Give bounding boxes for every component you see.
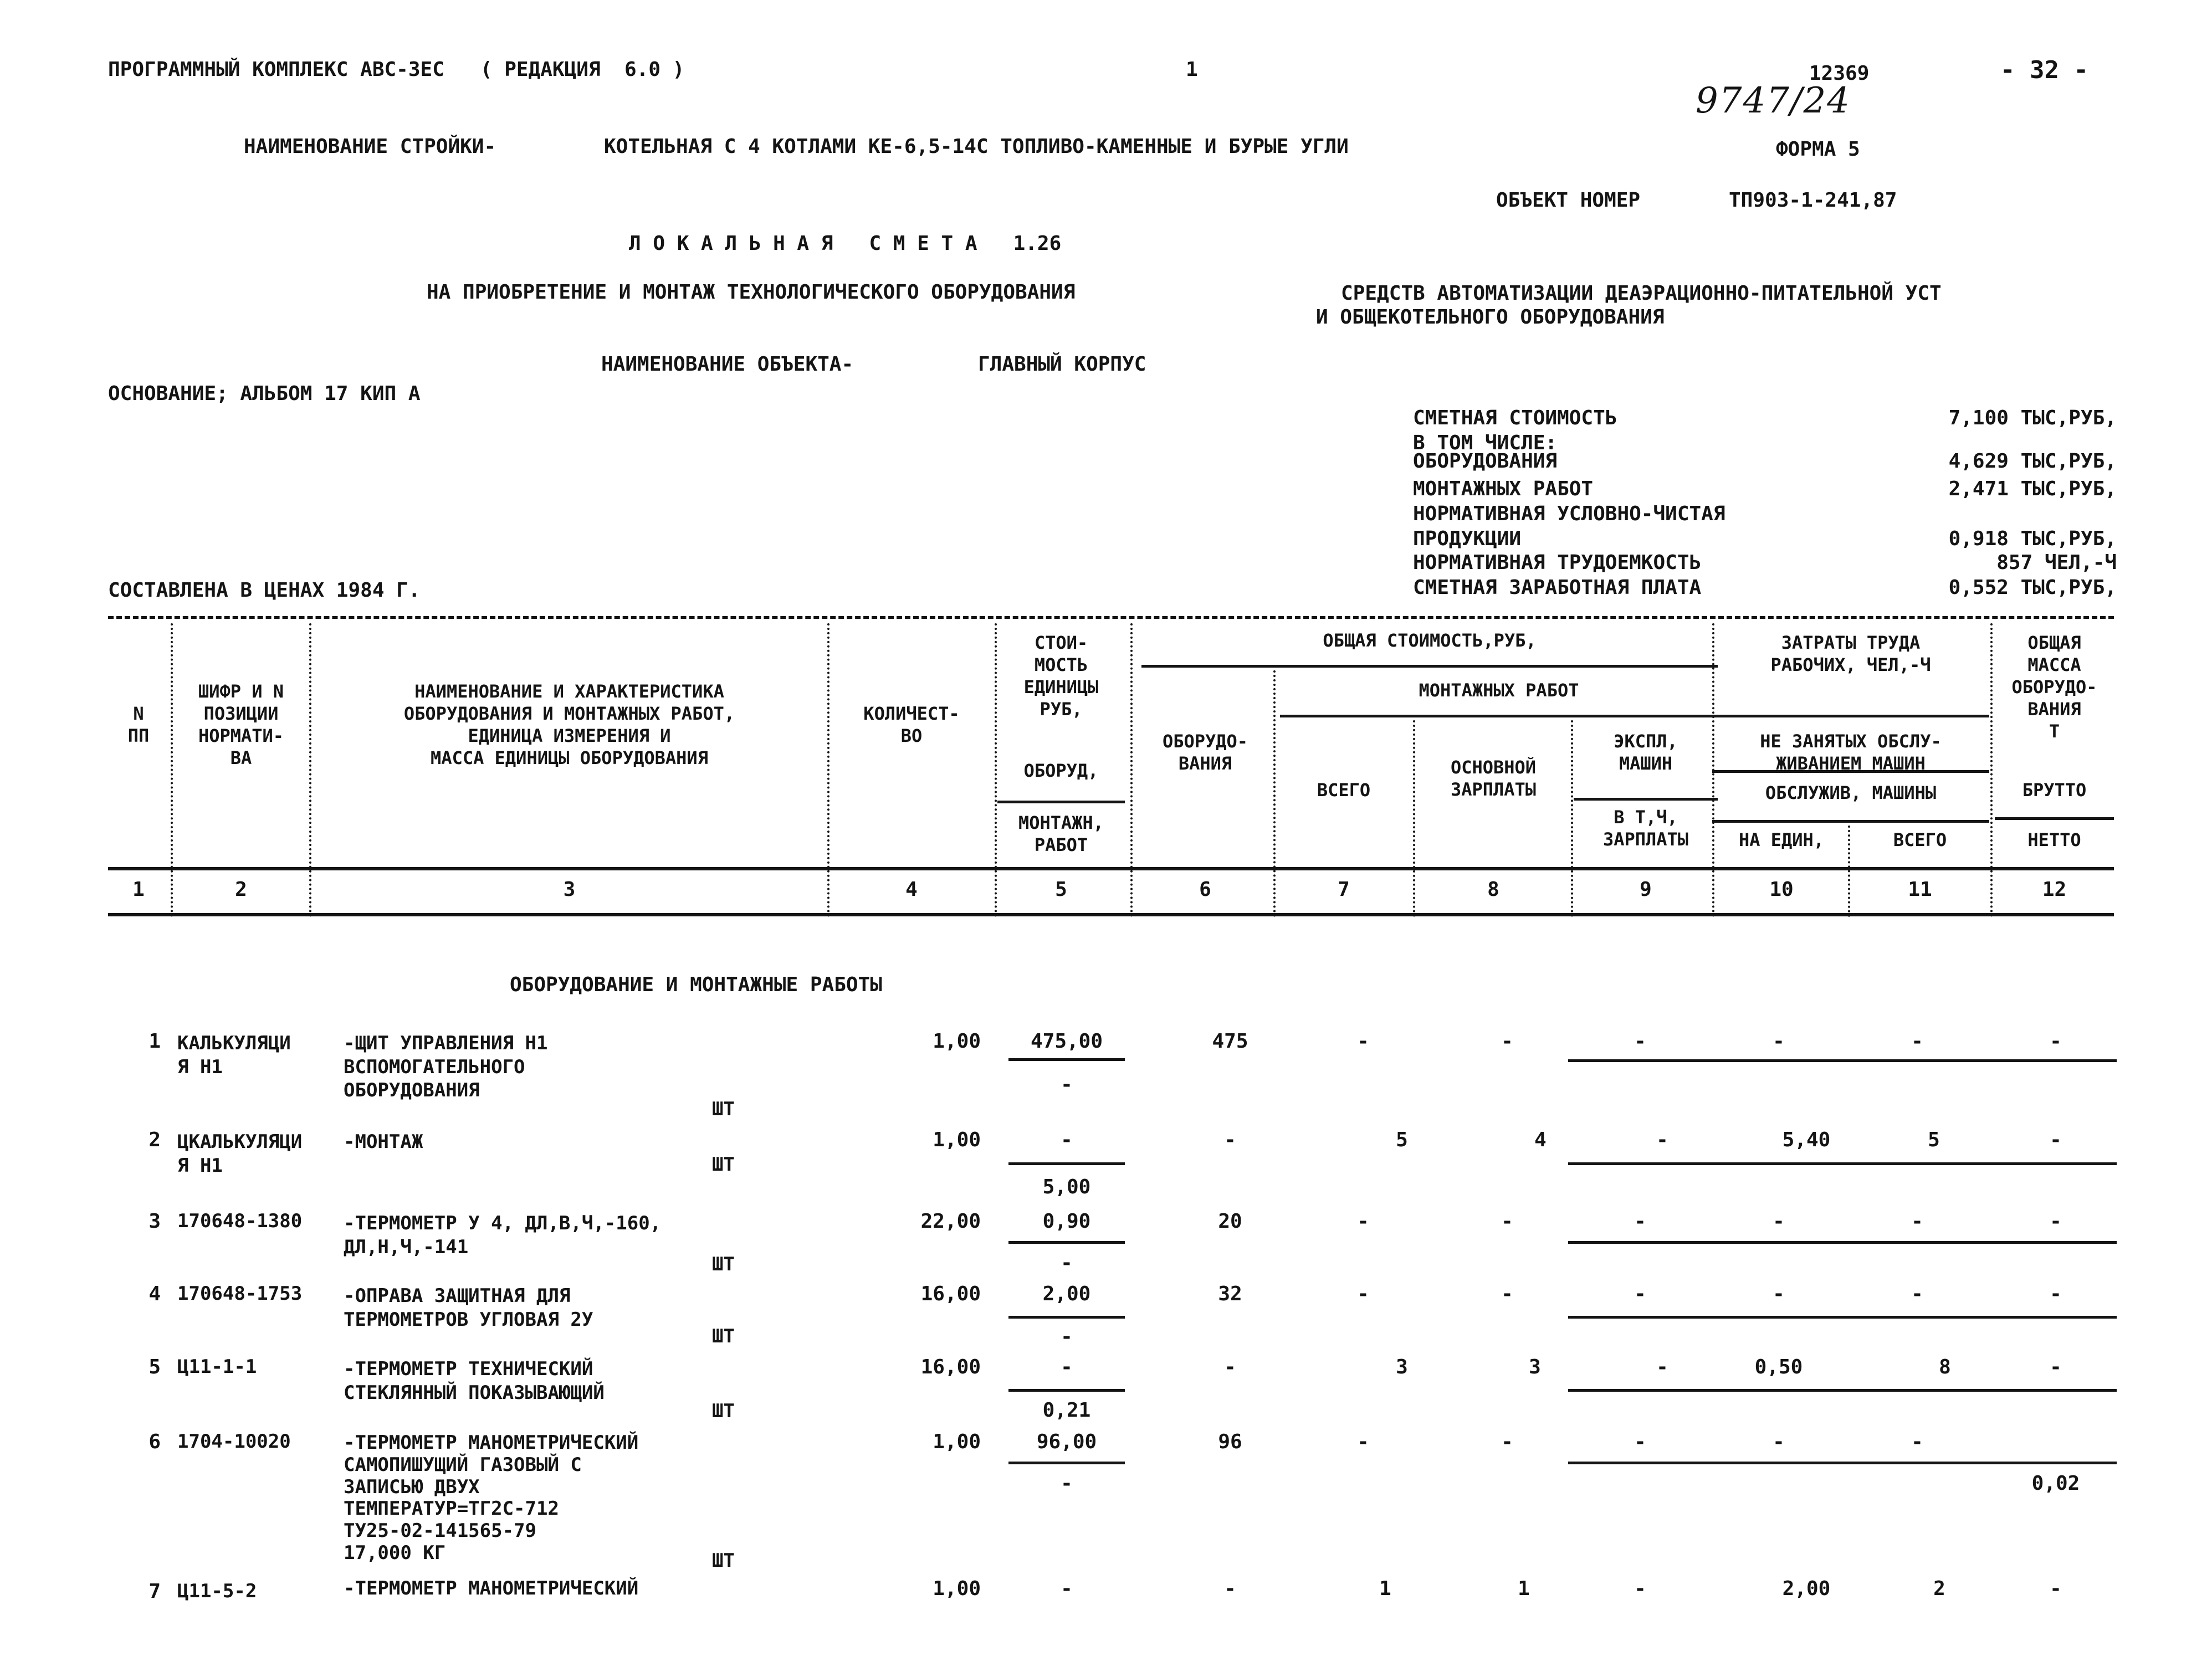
row-name: -ЩИТ УПРАВЛЕНИЯ Н1 ВСПОМОГАТЕЛЬНОГО ОБОРУДОВАНИЯ xyxy=(344,1032,548,1101)
row-cell-rule xyxy=(1008,1389,1125,1392)
row-cell-rule xyxy=(1008,1462,1125,1464)
header-col-12-net: НЕТТО xyxy=(2027,829,2081,850)
row-name: -ТЕРМОМЕТР МАНОМЕТРИЧЕСКИЙ xyxy=(344,1577,639,1599)
row-unit: ШТ xyxy=(712,1253,735,1275)
header-group-mounting: МОНТАЖНЫХ РАБОТ xyxy=(1419,680,1579,701)
row-name: -ТЕРМОМЕТР У 4, ДЛ,В,Ч,-160, ДЛ,Н,Ч,-141 xyxy=(344,1212,662,1258)
header-rule xyxy=(1141,665,1718,668)
numbers-bottom-rule xyxy=(108,913,2114,916)
row-name: -ТЕРМОМЕТР ТЕХНИЧЕСКИЙ СТЕКЛЯННЫЙ ПОКАЗЫВАЮЩИЙ xyxy=(344,1358,605,1404)
col-number: 6 xyxy=(1199,878,1211,901)
document-code: 12369 xyxy=(1809,62,1870,85)
row-unit: ШТ xyxy=(712,1550,735,1572)
row-unit: ШТ xyxy=(712,1098,735,1120)
row-total-equipment: 96 xyxy=(1218,1431,1242,1453)
header-rule xyxy=(1712,715,1989,717)
row-labor-total: 2 xyxy=(1933,1577,1945,1600)
row-unit-cost-equipment: 96,00 xyxy=(1036,1431,1097,1453)
header-col-12-gross: БРУТТО xyxy=(2022,780,2087,801)
row-labor-per-unit: - xyxy=(1773,1431,1785,1453)
row-mass: - xyxy=(2050,1356,2062,1378)
row-total-equipment: 475 xyxy=(1212,1030,1248,1053)
header-col-6: ОБОРУДО- ВАНИЯ xyxy=(1162,731,1248,774)
col-number: 4 xyxy=(905,878,918,901)
construction-label: НАИМЕНОВАНИЕ СТРОЙКИ- xyxy=(244,135,496,158)
column-separator xyxy=(171,623,173,917)
row-machines: - xyxy=(1656,1356,1668,1378)
header-rule xyxy=(1280,715,1718,717)
row-cell-rule xyxy=(1568,1462,2117,1464)
header-group-cost: ОБЩАЯ СТОИМОСТЬ,РУБ, xyxy=(1323,630,1537,651)
header-rule xyxy=(997,801,1125,803)
header-col-9-wages: В Т,Ч, ЗАРПЛАТЫ xyxy=(1602,807,1689,850)
row-name: -МОНТАЖ xyxy=(344,1131,423,1153)
row-quantity: 16,00 xyxy=(920,1283,981,1305)
row-cell-rule xyxy=(1008,1241,1125,1244)
header-col-7: ВСЕГО xyxy=(1317,780,1371,801)
summary-value: 4,629 ТЫС,РУБ, xyxy=(1948,450,2117,473)
page-number: 1 xyxy=(1186,58,1198,81)
header-bottom-rule xyxy=(108,867,2114,870)
row-code: 170648-1753 xyxy=(177,1283,303,1305)
summary-value: 2,471 ТЫС,РУБ, xyxy=(1948,478,2117,500)
header-col-2: ШИФР И N ПОЗИЦИИ НОРМАТИ- ВА xyxy=(198,681,284,768)
purpose-text-2: СРЕДСТВ АВТОМАТИЗАЦИИ ДЕАЭРАЦИОННО-ПИТАТЕЛЬНОЙ УСТ xyxy=(1341,282,1942,305)
row-machines: - xyxy=(1634,1577,1646,1600)
row-number: 6 xyxy=(149,1431,161,1453)
header-labor-not-machines: НЕ ЗАНЯТЫХ ОБСЛУ- ЖИВАНИЕМ МАШИН xyxy=(1760,731,1942,774)
header-col-10: НА ЕДИН, xyxy=(1738,829,1825,850)
row-code: КАЛЬКУЛЯЦИ Я Н1 xyxy=(177,1032,291,1078)
row-unit-cost-equipment: 475,00 xyxy=(1030,1030,1103,1053)
row-base-wages: - xyxy=(1501,1431,1513,1453)
row-cell-rule xyxy=(1568,1389,2117,1392)
row-cell-rule xyxy=(1008,1162,1125,1165)
row-unit: ШТ xyxy=(712,1325,735,1347)
row-base-wages: 4 xyxy=(1534,1129,1547,1151)
summary-label: ОБОРУДОВАНИЯ xyxy=(1413,450,1558,473)
header-rule xyxy=(1574,798,1718,801)
row-cell-rule xyxy=(1568,1059,2117,1062)
header-col-4: КОЛИЧЕСТ- ВО xyxy=(863,703,960,746)
row-machines: - xyxy=(1634,1030,1646,1053)
row-name: -ОПРАВА ЗАЩИТНАЯ ДЛЯ ТЕРМОМЕТРОВ УГЛОВАЯ 2У xyxy=(344,1285,593,1331)
row-labor-total: - xyxy=(1911,1210,1923,1233)
row-cell-rule xyxy=(1008,1316,1125,1319)
row-mass: 0,02 xyxy=(2031,1472,2080,1495)
row-labor-total: - xyxy=(1911,1283,1923,1305)
header-col-3: НАИМЕНОВАНИЕ И ХАРАКТЕРИСТИКА ОБОРУДОВАНИЯ И МОНТАЖНЫХ РАБОТ, ЕДИНИЦА ИЗМЕРЕНИЯ И МАССА ЕДИНИЦЫ ОБОРУДОВАНИЯ xyxy=(403,681,735,768)
col-number: 7 xyxy=(1338,878,1350,901)
row-unit: ШТ xyxy=(712,1400,735,1422)
row-quantity: 1,00 xyxy=(933,1129,981,1151)
row-labor-per-unit: 0,50 xyxy=(1754,1356,1803,1378)
row-machines: - xyxy=(1634,1283,1646,1305)
row-labor-total: 8 xyxy=(1939,1356,1951,1378)
row-unit: ШТ xyxy=(712,1153,735,1176)
row-total-equipment: - xyxy=(1224,1129,1236,1151)
row-unit-cost-mounting: - xyxy=(1061,1073,1073,1096)
prices-note: СОСТАВЛЕНА В ЦЕНАХ 1984 Г. xyxy=(108,579,421,602)
row-unit-cost-mounting: 5,00 xyxy=(1042,1176,1091,1198)
row-quantity: 1,00 xyxy=(933,1577,981,1600)
row-total-equipment: 32 xyxy=(1218,1283,1242,1305)
row-unit-cost-equipment: 0,90 xyxy=(1042,1210,1091,1233)
summary-label: СМЕТНАЯ ЗАРАБОТНАЯ ПЛАТА xyxy=(1413,576,1702,599)
row-machines: - xyxy=(1634,1210,1646,1233)
header-rule xyxy=(1995,817,2114,820)
header-col-9: ЭКСПЛ, МАШИН xyxy=(1614,731,1678,774)
row-mass: - xyxy=(2050,1577,2062,1600)
summary-label: МОНТАЖНЫХ РАБОТ xyxy=(1413,478,1594,500)
summary-label: СМЕТНАЯ СТОИМОСТЬ xyxy=(1413,407,1617,429)
row-cell-rule xyxy=(1008,1058,1125,1061)
row-total-equipment: - xyxy=(1224,1577,1236,1600)
row-labor-per-unit: 2,00 xyxy=(1782,1577,1831,1600)
row-quantity: 22,00 xyxy=(920,1210,981,1233)
row-number: 7 xyxy=(149,1580,161,1603)
row-quantity: 16,00 xyxy=(920,1356,981,1378)
row-unit-cost-mounting: - xyxy=(1061,1325,1073,1348)
row-mounting-total: 5 xyxy=(1396,1129,1408,1151)
row-total-equipment: - xyxy=(1224,1356,1236,1378)
header-col-11: ВСЕГО xyxy=(1893,829,1947,850)
row-quantity: 1,00 xyxy=(933,1431,981,1453)
header-col-5-equipment: ОБОРУД, xyxy=(1023,760,1099,781)
header-rule xyxy=(1712,770,1989,773)
handwritten-note: 9747/24 xyxy=(1696,80,1851,121)
column-separator xyxy=(995,623,997,917)
row-labor-per-unit: - xyxy=(1773,1030,1785,1053)
header-col-1: N ПП xyxy=(127,703,150,746)
row-cell-rule xyxy=(1568,1162,2117,1165)
col-number: 9 xyxy=(1640,878,1652,901)
column-separator xyxy=(1990,623,1993,917)
header-group-labor: ЗАТРАТЫ ТРУДА РАБОЧИХ, ЧЕЛ,-Ч xyxy=(1770,632,1931,675)
col-number: 10 xyxy=(1769,878,1794,901)
row-machines: - xyxy=(1634,1431,1646,1453)
summary-value: 7,100 ТЫС,РУБ, xyxy=(1948,407,2117,429)
column-separator xyxy=(1130,623,1133,917)
row-cell-rule xyxy=(1568,1241,2117,1244)
purpose-text: НА ПРИОБРЕТЕНИЕ И МОНТАЖ ТЕХНОЛОГИЧЕСКОГО ОБОРУДОВАНИЯ xyxy=(427,281,1076,304)
row-labor-per-unit: - xyxy=(1773,1210,1785,1233)
row-number: 1 xyxy=(149,1030,161,1053)
summary-value: 0,918 ТЫС,РУБ, xyxy=(1948,527,2117,550)
row-mass: - xyxy=(2050,1283,2062,1305)
row-unit-cost-equipment: 2,00 xyxy=(1042,1283,1091,1305)
construction-name: КОТЕЛЬНАЯ С 4 КОТЛАМИ КЕ-6,5-14С ТОПЛИВО-КАМЕННЫЕ И БУРЫЕ УГЛИ xyxy=(604,135,1349,158)
program-name: ПРОГРАММНЫЙ КОМПЛЕКС АВС-ЗЕС ( РЕДАКЦИЯ 6.0 ) xyxy=(108,58,685,81)
header-col-5: СТОИ- МОСТЬ ЕДИНИЦЫ РУБ, xyxy=(1023,632,1099,720)
header-col-12: ОБЩАЯ МАССА ОБОРУДО- ВАНИЯ Т xyxy=(2011,632,2097,742)
col-number: 5 xyxy=(1055,878,1067,901)
row-labor-per-unit: 5,40 xyxy=(1782,1129,1831,1151)
row-machines: - xyxy=(1656,1129,1668,1151)
header-col-5-mounting: МОНТАЖН, РАБОТ xyxy=(1018,812,1104,855)
col-number: 11 xyxy=(1908,878,1932,901)
column-separator xyxy=(1273,670,1276,917)
col-number: 2 xyxy=(235,878,247,901)
row-mass: - xyxy=(2050,1129,2062,1151)
row-mass: - xyxy=(2050,1210,2062,1233)
col-number: 8 xyxy=(1487,878,1499,901)
row-number: 4 xyxy=(149,1283,161,1305)
row-number: 3 xyxy=(149,1210,161,1233)
summary-value: 0,552 ТЫС,РУБ, xyxy=(1948,576,2117,599)
row-labor-total: - xyxy=(1911,1431,1923,1453)
row-base-wages: - xyxy=(1501,1283,1513,1305)
section-title: ОБОРУДОВАНИЕ И МОНТАЖНЫЕ РАБОТЫ xyxy=(510,973,882,996)
header-col-8: ОСНОВНОЙ ЗАРПЛАТЫ xyxy=(1450,757,1537,800)
table-top-rule xyxy=(108,616,2114,619)
row-code: 1704-10020 xyxy=(177,1431,291,1453)
row-mounting-total: 3 xyxy=(1396,1356,1408,1378)
object-number: ТП903-1-241,87 xyxy=(1729,189,1897,212)
row-mounting-total: 1 xyxy=(1379,1577,1391,1600)
object-number-label: ОБЪЕКТ НОМЕР xyxy=(1496,189,1641,212)
row-base-wages: - xyxy=(1501,1210,1513,1233)
row-labor-total: 5 xyxy=(1928,1129,1940,1151)
column-separator xyxy=(1848,826,1850,917)
summary-value: 857 ЧЕЛ,-Ч xyxy=(1996,551,2117,574)
row-code: Ц11-5-2 xyxy=(177,1580,257,1602)
purpose-text-3: И ОБЩЕКОТЕЛЬНОГО ОБОРУДОВАНИЯ xyxy=(1316,306,1665,329)
row-name: -ТЕРМОМЕТР МАНОМЕТРИЧЕСКИЙ САМОПИШУЩИЙ ГАЗОВЫЙ С ЗАПИСЬЮ ДВУХ ТЕМПЕРАТУР=ТГ2С-712 ТУ25-02-141565-79 17,000 КГ xyxy=(344,1432,639,1564)
column-separator xyxy=(827,623,830,917)
sheet-number: - 32 - xyxy=(2000,56,2088,84)
row-mounting-total: - xyxy=(1357,1431,1369,1453)
row-labor-per-unit: - xyxy=(1773,1283,1785,1305)
row-base-wages: 3 xyxy=(1529,1356,1541,1378)
row-unit-cost-mounting: 0,21 xyxy=(1042,1399,1091,1422)
row-unit-cost-equipment: - xyxy=(1061,1129,1073,1151)
row-unit-cost-equipment: - xyxy=(1061,1356,1073,1378)
column-separator xyxy=(1571,720,1573,917)
document-title: Л О К А Л Ь Н А Я С М Е Т А 1.26 xyxy=(629,232,1062,255)
row-mounting-total: - xyxy=(1357,1030,1369,1053)
row-code: 170648-1380 xyxy=(177,1210,303,1232)
header-rule xyxy=(1712,820,1989,823)
form-label: ФОРМА 5 xyxy=(1776,138,1860,161)
col-number: 3 xyxy=(563,878,576,901)
header-labor-machines: ОБСЛУЖИВ, МАШИНЫ xyxy=(1765,782,1937,803)
column-separator xyxy=(309,623,311,917)
col-number: 1 xyxy=(132,878,145,901)
row-cell-rule xyxy=(1568,1316,2117,1319)
row-mounting-total: - xyxy=(1357,1283,1369,1305)
row-base-wages: - xyxy=(1501,1030,1513,1053)
summary-label: ПРОДУКЦИИ xyxy=(1413,527,1522,550)
object-name-label: НАИМЕНОВАНИЕ ОБЪЕКТА- xyxy=(601,353,854,376)
column-separator xyxy=(1712,623,1714,917)
basis-text: ОСНОВАНИЕ; АЛЬБОМ 17 КИП А xyxy=(108,382,421,405)
row-number: 5 xyxy=(149,1356,161,1378)
row-code: Ц11-1-1 xyxy=(177,1356,257,1378)
row-code: ЦКАЛЬКУЛЯЦИ Я Н1 xyxy=(177,1131,303,1177)
row-unit-cost-mounting: - xyxy=(1061,1472,1073,1495)
object-name: ГЛАВНЫЙ КОРПУС xyxy=(978,353,1146,376)
row-number: 2 xyxy=(149,1129,161,1151)
row-mounting-total: - xyxy=(1357,1210,1369,1233)
col-number: 12 xyxy=(2042,878,2067,901)
row-unit-cost-equipment: - xyxy=(1061,1577,1073,1600)
summary-label: НОРМАТИВНАЯ УСЛОВНО-ЧИСТАЯ xyxy=(1413,503,1725,525)
column-separator xyxy=(1413,720,1415,917)
summary-label: В ТОМ ЧИСЛЕ: xyxy=(1413,432,1558,454)
row-labor-total: - xyxy=(1911,1030,1923,1053)
row-total-equipment: 20 xyxy=(1218,1210,1242,1233)
row-unit-cost-mounting: - xyxy=(1061,1252,1073,1274)
row-base-wages: 1 xyxy=(1518,1577,1530,1600)
row-mass: - xyxy=(2050,1030,2062,1053)
summary-label: НОРМАТИВНАЯ ТРУДОЕМКОСТЬ xyxy=(1413,551,1702,574)
row-quantity: 1,00 xyxy=(933,1030,981,1053)
